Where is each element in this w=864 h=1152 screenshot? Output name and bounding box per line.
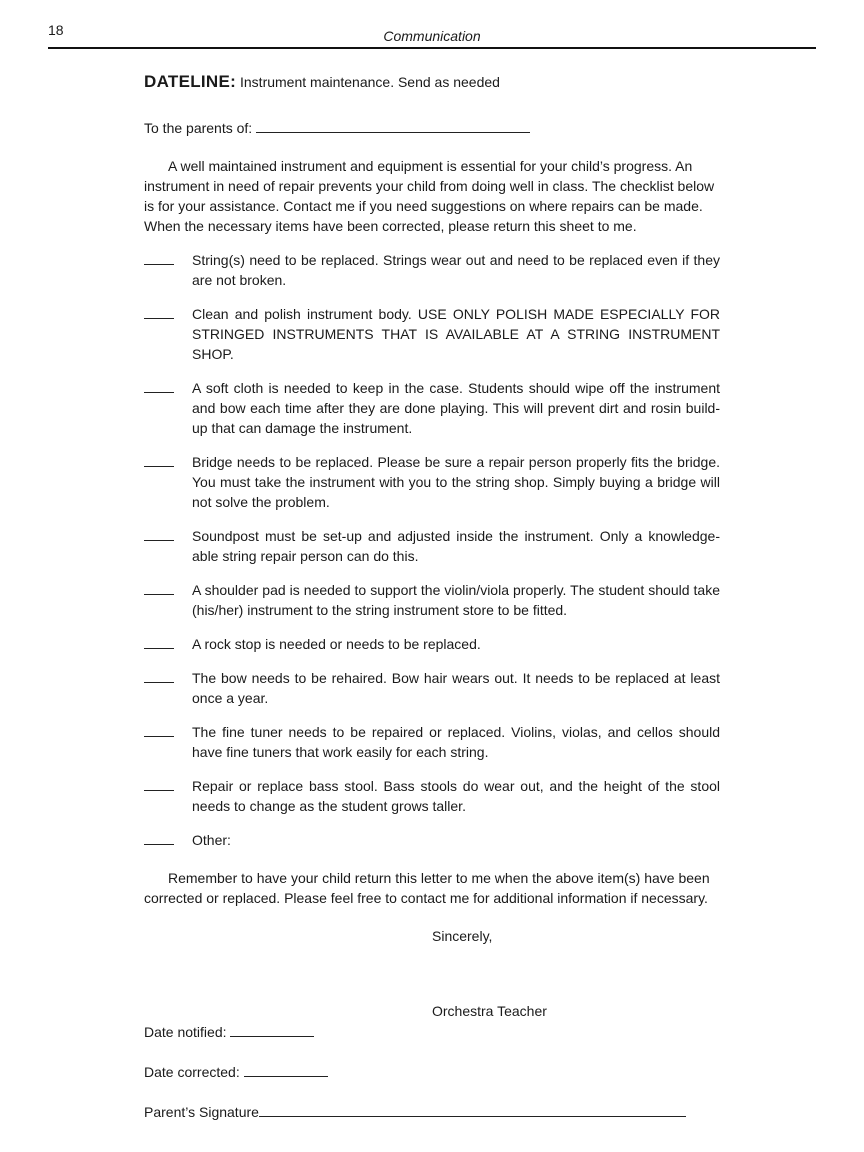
checklist-item bbox=[144, 304, 720, 364]
checklist-item bbox=[144, 668, 720, 708]
checklist-item-text: String(s) need to be replaced. Strings wear out and need to be replaced even if they are not broken. bbox=[192, 252, 720, 288]
date-corrected-blank[interactable] bbox=[244, 1062, 328, 1077]
parent-signature-label: Parent’s Signature bbox=[144, 1104, 259, 1120]
checklist-item bbox=[144, 722, 720, 762]
running-header: Communication bbox=[383, 28, 481, 44]
date-corrected-label: Date corrected: bbox=[144, 1064, 240, 1080]
checklist-item-text: A shoulder pad is needed to support the violin/viola properly. The student should take (his/her) instrument to the string instrument store to be fitted. bbox=[192, 582, 720, 618]
checklist-item-text: Repair or replace bass stool. Bass stools do wear out, and the height of the stool needs to change as the student grows taller. bbox=[192, 778, 720, 814]
parent-signature-blank[interactable] bbox=[259, 1102, 686, 1117]
header-rule bbox=[48, 47, 816, 49]
check-blank[interactable] bbox=[144, 526, 174, 541]
sincerely: Sincerely, bbox=[432, 928, 493, 944]
dateline bbox=[144, 72, 720, 92]
intro-paragraph: A well maintained instrument and equipment is essential for your child’s progress. An instrument in need of repair prevents your child from doing well in class. The checklist below is for your assistance. Contact me if you need suggestions on where repairs can be made. When the necessary items have been corrected, please return this sheet to me. bbox=[144, 158, 715, 234]
closing-paragraph: Remember to have your child return this letter to me when the above item(s) have been corrected or replaced. Please feel free to contact me for additional information if necessary. bbox=[144, 870, 710, 906]
letter-body bbox=[144, 72, 720, 1122]
checklist-item-text: Other: bbox=[192, 832, 231, 848]
check-blank[interactable] bbox=[144, 580, 174, 595]
check-blank[interactable] bbox=[144, 452, 174, 467]
check-blank[interactable] bbox=[144, 668, 174, 683]
check-blank[interactable] bbox=[144, 776, 174, 791]
check-blank[interactable] bbox=[144, 830, 174, 845]
check-blank[interactable] bbox=[144, 722, 174, 737]
date-notified-row bbox=[144, 1022, 720, 1042]
parent-name-blank[interactable] bbox=[256, 118, 530, 133]
checklist-item-text: Bridge needs to be replaced. Please be sure a repair person properly fits the bridge. You must take the instrument with you to the string shop. Simply buying a bridge will not solve the problem. bbox=[192, 454, 720, 510]
parent-signature-row bbox=[144, 1102, 720, 1122]
checklist-item bbox=[144, 776, 720, 816]
check-blank[interactable] bbox=[144, 304, 174, 319]
checklist-item-text: The bow needs to be rehaired. Bow hair wears out. It needs to be replaced at least once a year. bbox=[192, 670, 720, 706]
page-number: 18 bbox=[48, 22, 64, 38]
checklist-item bbox=[144, 250, 720, 290]
salutation bbox=[144, 118, 720, 138]
date-notified-blank[interactable] bbox=[230, 1022, 314, 1037]
checklist-item-text: Soundpost must be set-up and adjusted inside the instrument. Only a knowledge-able string repair person can do this. bbox=[192, 528, 720, 564]
check-blank[interactable] bbox=[144, 250, 174, 265]
checklist-item bbox=[144, 452, 720, 512]
checklist-item bbox=[144, 580, 720, 620]
checklist-item-text: A soft cloth is needed to keep in the case. Students should wipe off the instrument and bow each time after they are done playing. This will prevent dirt and rosin build-up that can damage the instrument. bbox=[192, 380, 720, 436]
checklist-item bbox=[144, 378, 720, 438]
checklist-item bbox=[144, 830, 720, 850]
checklist-item-text: Clean and polish instrument body. USE ONLY POLISH MADE ESPECIALLY FOR STRINGED INSTRUMENTS THAT IS AVAILABLE AT A STRING INSTRUMENT SHOP. bbox=[192, 306, 720, 362]
signature-title: Orchestra Teacher bbox=[432, 1003, 547, 1019]
checklist-item bbox=[144, 526, 720, 566]
checklist-item-text: The fine tuner needs to be repaired or replaced. Violins, violas, and cellos should have fine tuners that work easily for each string. bbox=[192, 724, 720, 760]
salutation-label: To the parents of: bbox=[144, 120, 253, 136]
checklist-item bbox=[144, 634, 720, 654]
date-corrected-row bbox=[144, 1062, 720, 1082]
dateline-label: DATELINE: bbox=[144, 72, 237, 91]
dateline-text: Instrument maintenance. Send as needed bbox=[240, 74, 500, 90]
date-notified-label: Date notified: bbox=[144, 1024, 227, 1040]
maintenance-checklist bbox=[144, 250, 720, 850]
checklist-item-text: A rock stop is needed or needs to be replaced. bbox=[192, 636, 481, 652]
check-blank[interactable] bbox=[144, 378, 174, 393]
check-blank[interactable] bbox=[144, 634, 174, 649]
